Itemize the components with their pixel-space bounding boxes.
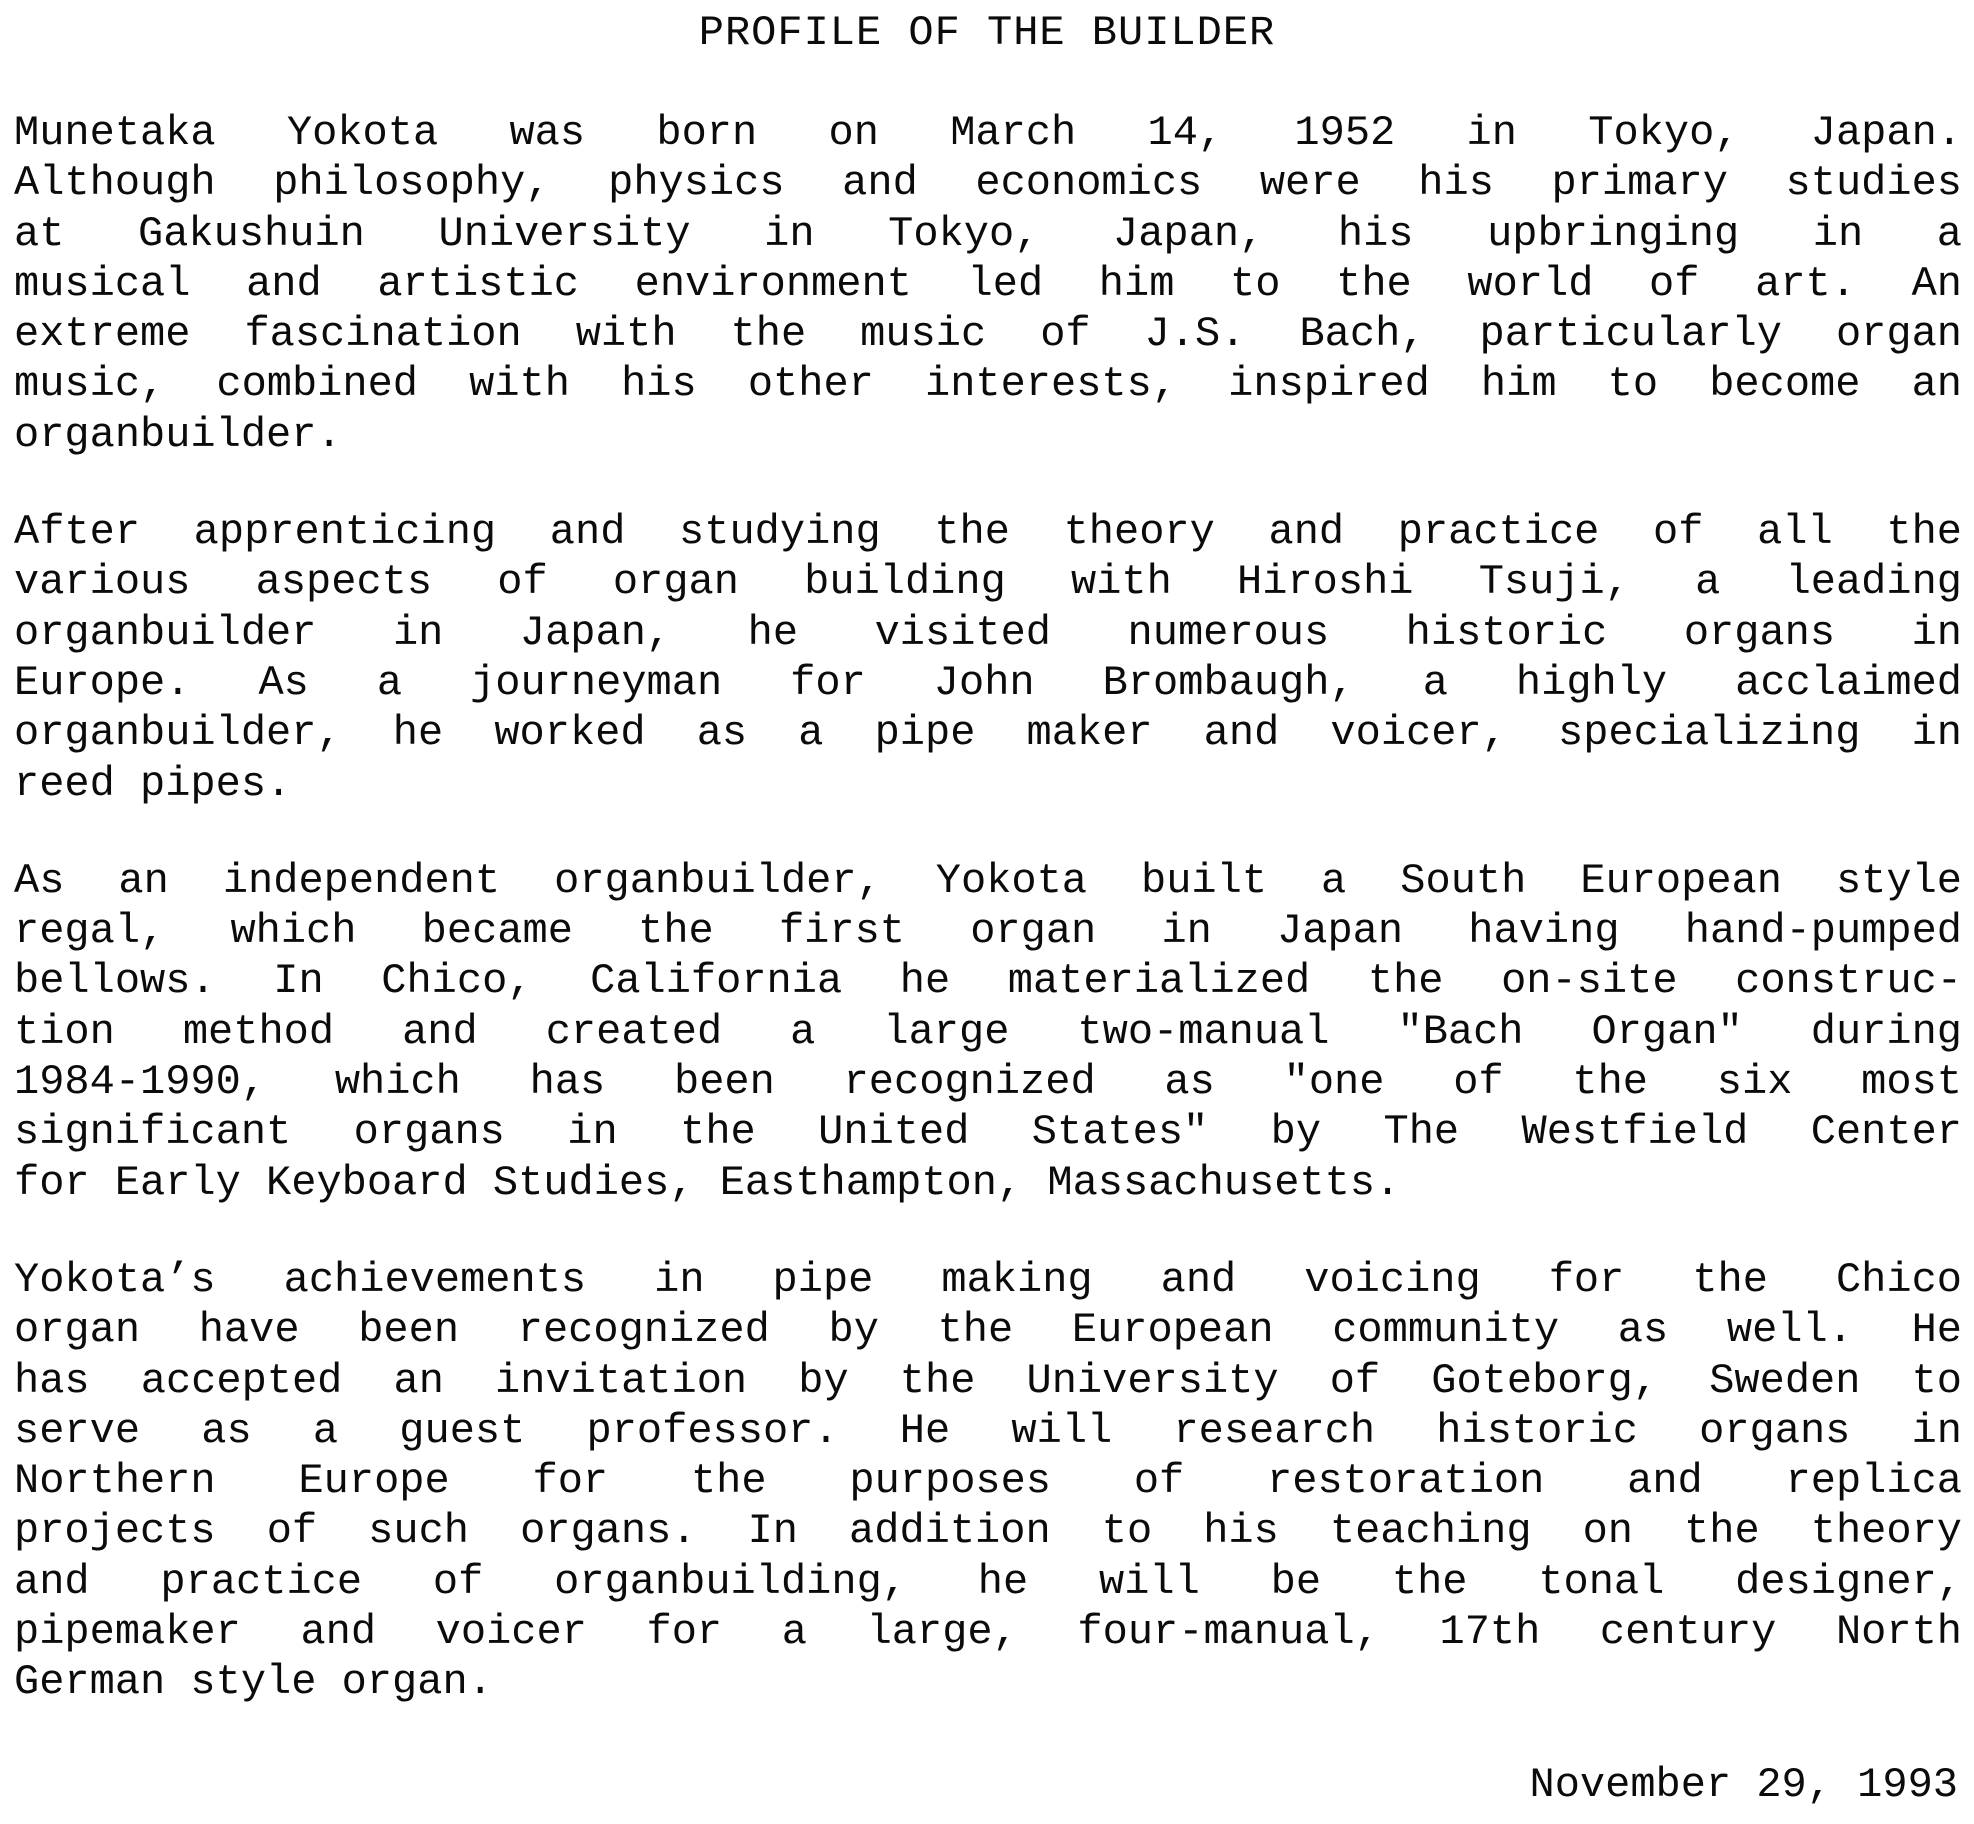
text-line: serve as a guest professor. He will research historic organs in xyxy=(14,1406,1962,1455)
text-line: extreme fascination with the music of J.S. Bach, particularly organ xyxy=(14,310,1962,359)
document-title: PROFILE OF THE BUILDER xyxy=(698,9,1276,57)
text-line: Europe. As a journeyman for John Brombaugh, a highly acclaimed xyxy=(14,658,1962,707)
paragraph-1 xyxy=(14,108,1962,460)
text-line: Yokota’s achievements in pipe making and voicing for the Chico xyxy=(14,1255,1962,1304)
text-line: German style organ. xyxy=(14,1658,493,1707)
text-line: 1984-1990, which has been recognized as "one of the six most xyxy=(14,1058,1962,1107)
text-line: significant organs in the United States" by The Westfield Center xyxy=(14,1108,1962,1157)
text-line: musical and artistic environment led him to the world of art. An xyxy=(14,259,1962,308)
text-line: has accepted an invitation by the University of Goteborg, Sweden to xyxy=(14,1356,1962,1405)
text-line: Northern Europe for the purposes of restoration and replica xyxy=(14,1457,1962,1506)
text-line: projects of such organs. In addition to his teaching on the theory xyxy=(14,1507,1962,1556)
text-line: at Gakushuin University in Tokyo, Japan, his upbringing in a xyxy=(14,209,1962,258)
text-line: bellows. In Chico, California he materialized the on-site construc- xyxy=(14,957,1962,1006)
text-line: for Early Keyboard Studies, Easthampton, Massachusetts. xyxy=(14,1158,1401,1207)
paragraph-4 xyxy=(14,1255,1962,1708)
text-line: pipemaker and voicer for a large, four-manual, 17th century North xyxy=(14,1608,1962,1657)
paragraph-2 xyxy=(14,507,1962,809)
text-line: As an independent organbuilder, Yokota built a South European style xyxy=(14,856,1962,905)
text-line: music, combined with his other interests, inspired him to become an xyxy=(14,360,1962,409)
text-line: tion method and created a large two-manual "Bach Organ" during xyxy=(14,1007,1962,1056)
text-line: various aspects of organ building with Hiroshi Tsuji, a leading xyxy=(14,558,1962,607)
text-line: After apprenticing and studying the theory and practice of all the xyxy=(14,508,1962,557)
text-line: organbuilder. xyxy=(14,410,342,459)
text-line: organbuilder, he worked as a pipe maker and voicer, specializing in xyxy=(14,709,1962,758)
text-line: organbuilder in Japan, he visited numerous historic organs in xyxy=(14,608,1962,657)
text-line: and practice of organbuilding, he will be the tonal designer, xyxy=(14,1557,1962,1606)
document-date: November 29, 1993 xyxy=(1529,1761,1958,1809)
text-line: reed pipes. xyxy=(14,759,292,808)
text-line: Although philosophy, physics and economics were his primary studies xyxy=(14,159,1962,208)
document-body xyxy=(14,108,1962,1755)
paragraph-3 xyxy=(14,856,1962,1208)
text-line: organ have been recognized by the European community as well. He xyxy=(14,1306,1962,1355)
text-line: Munetaka Yokota was born on March 14, 1952 in Tokyo, Japan. xyxy=(14,109,1962,157)
text-line: regal, which became the first organ in Japan having hand-pumped xyxy=(14,907,1962,956)
